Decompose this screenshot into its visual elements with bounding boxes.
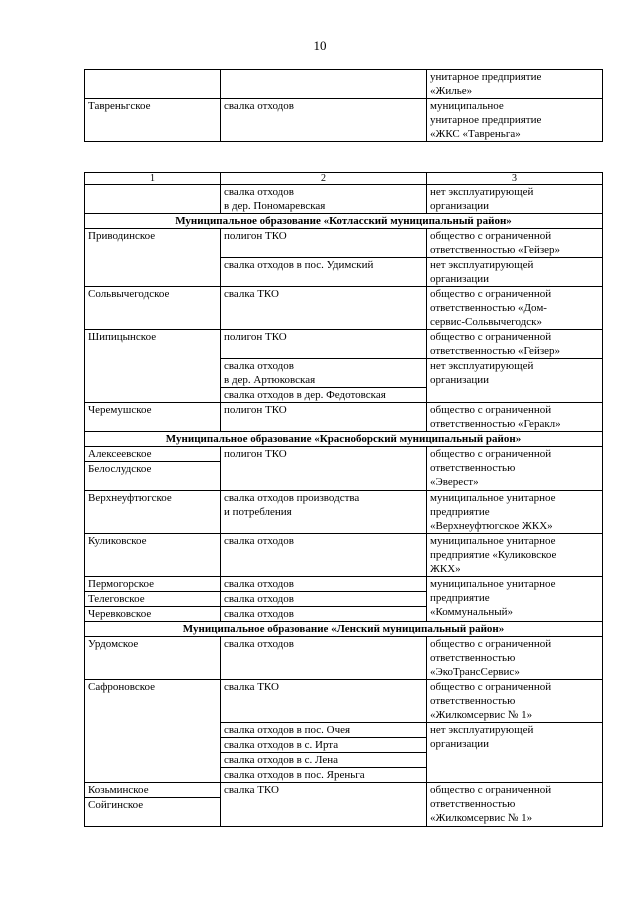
- operator-cell: муниципальное унитарное предприятие «ЖКС «Тавреньга»: [427, 99, 603, 142]
- operator-cell: нет эксплуатирующей организации: [427, 185, 603, 214]
- operator-cell: общество с ограниченной ответственностью «Жилкомсервис № 1»: [427, 783, 603, 827]
- facility-cell: свалка отходов: [221, 534, 427, 577]
- table-row: [85, 637, 603, 680]
- settlement-cell: Верхнеуфтюгское: [85, 491, 221, 534]
- facility-cell: свалка отходов в с. Ирта: [221, 738, 427, 753]
- table-row: [85, 403, 603, 432]
- table-row: [85, 783, 603, 798]
- settlement-cell: Урдомское: [85, 637, 221, 680]
- table-continuation: [84, 69, 603, 142]
- column-header: 1: [85, 173, 221, 185]
- table-row: [85, 185, 603, 214]
- operator-cell: муниципальное унитарное предприятие «Верхнеуфтюгское ЖКХ»: [427, 491, 603, 534]
- table-row: [85, 99, 603, 142]
- table-row: [85, 287, 603, 330]
- settlement-cell: Приводинское: [85, 229, 221, 287]
- column-header: 3: [427, 173, 603, 185]
- facility-cell: полигон ТКО: [221, 229, 427, 258]
- facility-cell: свалка отходов: [221, 99, 427, 142]
- table-main: [84, 172, 603, 827]
- settlement-cell: Тавреньгское: [85, 99, 221, 142]
- operator-cell: общество с ограниченной ответственностью «ЭкоТрансСервис»: [427, 637, 603, 680]
- facility-cell: свалка отходов: [221, 592, 427, 607]
- section-heading-row: [85, 622, 603, 637]
- table-row: [85, 577, 603, 592]
- operator-cell: общество с ограниченной ответственностью «Эверест»: [427, 447, 603, 491]
- facility-cell: свалка отходов в дер. Федотовская: [221, 388, 427, 403]
- facility-cell: свалка отходов: [221, 637, 427, 680]
- column-header: 2: [221, 173, 427, 185]
- settlement-cell: Куликовское: [85, 534, 221, 577]
- facility-cell: свалка отходов производства и потребления: [221, 491, 427, 534]
- facility-cell: полигон ТКО: [221, 403, 427, 432]
- operator-cell: общество с ограниченной ответственностью «Гейзер»: [427, 229, 603, 258]
- section-heading-row: [85, 432, 603, 447]
- facility-cell: свалка отходов в пос. Удимский: [221, 258, 427, 287]
- facility-cell: свалка отходов в пос. Очея: [221, 723, 427, 738]
- settlement-cell: [85, 70, 221, 99]
- table-row: [85, 680, 603, 723]
- section-heading-row: [85, 214, 603, 229]
- section-heading: Муниципальное образование «Красноборский муниципальный район»: [85, 432, 603, 447]
- table-row: [85, 229, 603, 258]
- table-row: [85, 447, 603, 462]
- operator-cell: нет эксплуатирующей организации: [427, 258, 603, 287]
- operator-cell: общество с ограниченной ответственностью «Гейзер»: [427, 330, 603, 359]
- facility-cell: свалка ТКО: [221, 783, 427, 827]
- settlement-cell: Сольвычегодское: [85, 287, 221, 330]
- facility-cell: [221, 70, 427, 99]
- facility-cell: полигон ТКО: [221, 447, 427, 491]
- table-row: [85, 534, 603, 577]
- operator-cell: общество с ограниченной ответственностью «Жилкомсервис № 1»: [427, 680, 603, 723]
- operator-cell: муниципальное унитарное предприятие «Куликовское ЖКХ»: [427, 534, 603, 577]
- page-number: 10: [313, 38, 327, 53]
- table-row: [85, 330, 603, 359]
- operator-cell: муниципальное унитарное предприятие «Коммунальный»: [427, 577, 603, 622]
- operator-cell: общество с ограниченной ответственностью «Геракл»: [427, 403, 603, 432]
- settlement-cell: Черевковское: [85, 607, 221, 622]
- facility-cell: свалка отходов: [221, 577, 427, 592]
- settlement-cell: Сойгинское: [85, 798, 221, 827]
- facility-cell: свалка отходов в дер. Пономаревская: [221, 185, 427, 214]
- table-row: [85, 70, 603, 99]
- section-heading: Муниципальное образование «Котласский муниципальный район»: [85, 214, 603, 229]
- facility-cell: свалка отходов в с. Лена: [221, 753, 427, 768]
- settlement-cell: Сафроновское: [85, 680, 221, 783]
- operator-cell: общество с ограниченной ответственностью «Дом- сервис-Сольвычегодск»: [427, 287, 603, 330]
- facility-cell: свалка отходов: [221, 607, 427, 622]
- facility-cell: свалка ТКО: [221, 287, 427, 330]
- operator-cell: нет эксплуатирующей организации: [427, 359, 603, 403]
- facility-cell: свалка отходов в дер. Артюковская: [221, 359, 427, 388]
- settlement-cell: [85, 185, 221, 214]
- operator-cell: нет эксплуатирующей организации: [427, 723, 603, 783]
- settlement-cell: Телеговское: [85, 592, 221, 607]
- table-row: [85, 491, 603, 534]
- facility-cell: свалка ТКО: [221, 680, 427, 723]
- facility-cell: полигон ТКО: [221, 330, 427, 359]
- table-header-row: [85, 173, 603, 185]
- settlement-cell: Пермогорское: [85, 577, 221, 592]
- settlement-cell: Черемушское: [85, 403, 221, 432]
- settlement-cell: Козьминское: [85, 783, 221, 798]
- facility-cell: свалка отходов в пос. Яреньга: [221, 768, 427, 783]
- section-heading: Муниципальное образование «Ленский муниципальный район»: [85, 622, 603, 637]
- settlement-cell: Шипицынское: [85, 330, 221, 403]
- settlement-cell: Алексеевское: [85, 447, 221, 462]
- operator-cell: унитарное предприятие «Жилье»: [427, 70, 603, 99]
- settlement-cell: Белослудское: [85, 462, 221, 491]
